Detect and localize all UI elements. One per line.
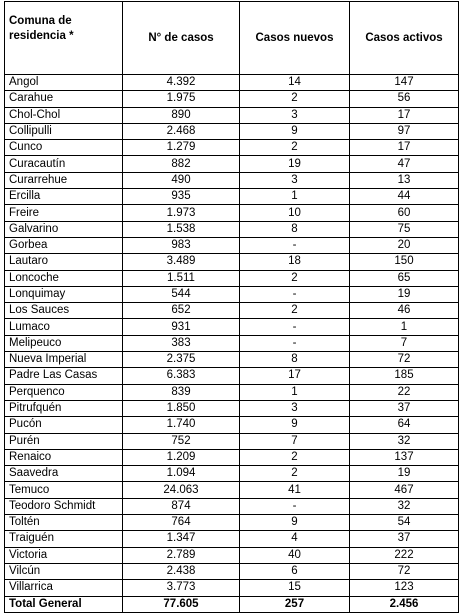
casos-nuevos-cell: 2: [240, 303, 350, 319]
table-row: [5, 384, 459, 400]
header-casos-nuevos: Casos nuevos: [240, 2, 350, 75]
casos-activos-cell: 97: [350, 123, 459, 139]
comuna-cell: Pitrufquén: [5, 400, 123, 416]
comuna-cell: Lumaco: [5, 319, 123, 335]
n-casos-cell: 931: [123, 319, 240, 335]
casos-activos-cell: 467: [350, 482, 459, 498]
n-casos-cell: 882: [123, 156, 240, 172]
n-casos-cell: 4.392: [123, 75, 240, 91]
table-body: [5, 75, 459, 597]
casos-nuevos-cell: 3: [240, 107, 350, 123]
comuna-cell: Galvarino: [5, 221, 123, 237]
comuna-cell: Padre Las Casas: [5, 368, 123, 384]
n-casos-cell: 874: [123, 498, 240, 514]
total-row: [5, 596, 459, 612]
casos-activos-cell: 64: [350, 417, 459, 433]
comuna-cell: Victoria: [5, 547, 123, 563]
comuna-cell: Purén: [5, 433, 123, 449]
n-casos-cell: 2.438: [123, 563, 240, 579]
casos-nuevos-cell: 2: [240, 466, 350, 482]
n-casos-cell: 890: [123, 107, 240, 123]
comuna-cell: Lautaro: [5, 254, 123, 270]
n-casos-cell: 2.789: [123, 547, 240, 563]
comuna-cell: Carahue: [5, 91, 123, 107]
n-casos-cell: 839: [123, 384, 240, 400]
table-row: [5, 107, 459, 123]
casos-nuevos-cell: 2: [240, 91, 350, 107]
casos-nuevos-cell: 2: [240, 270, 350, 286]
table-row: [5, 547, 459, 563]
table-row: [5, 254, 459, 270]
casos-activos-cell: 32: [350, 433, 459, 449]
table-row: [5, 91, 459, 107]
comuna-cell: Loncoche: [5, 270, 123, 286]
header-row: [5, 2, 459, 75]
n-casos-cell: 752: [123, 433, 240, 449]
comuna-cell: Perquenco: [5, 384, 123, 400]
table-row: [5, 189, 459, 205]
casos-activos-cell: 17: [350, 140, 459, 156]
n-casos-cell: 935: [123, 189, 240, 205]
n-casos-cell: 24.063: [123, 482, 240, 498]
comuna-cell: Vilcún: [5, 563, 123, 579]
table-row: [5, 286, 459, 302]
total-label: Total General: [5, 596, 123, 612]
n-casos-cell: 764: [123, 515, 240, 531]
casos-nuevos-cell: 15: [240, 580, 350, 596]
casos-nuevos-cell: 8: [240, 352, 350, 368]
casos-activos-cell: 19: [350, 466, 459, 482]
casos-nuevos-cell: -: [240, 237, 350, 253]
comuna-cell: Nueva Imperial: [5, 352, 123, 368]
casos-nuevos-cell: -: [240, 335, 350, 351]
table-row: [5, 466, 459, 482]
casos-activos-cell: 60: [350, 205, 459, 221]
cases-table-container: [4, 1, 458, 613]
comuna-cell: Lonquimay: [5, 286, 123, 302]
casos-activos-cell: 222: [350, 547, 459, 563]
comuna-cell: Chol-Chol: [5, 107, 123, 123]
casos-activos-cell: 37: [350, 400, 459, 416]
casos-activos-cell: 32: [350, 498, 459, 514]
n-casos-cell: 1.511: [123, 270, 240, 286]
n-casos-cell: 3.773: [123, 580, 240, 596]
table-row: [5, 140, 459, 156]
casos-activos-cell: 37: [350, 531, 459, 547]
casos-activos-cell: 65: [350, 270, 459, 286]
casos-activos-cell: 54: [350, 515, 459, 531]
n-casos-cell: 983: [123, 237, 240, 253]
casos-nuevos-cell: 9: [240, 515, 350, 531]
table-row: [5, 498, 459, 514]
table-row: [5, 449, 459, 465]
casos-nuevos-cell: 9: [240, 123, 350, 139]
comuna-cell: Los Sauces: [5, 303, 123, 319]
casos-nuevos-cell: -: [240, 319, 350, 335]
n-casos-cell: 1.094: [123, 466, 240, 482]
header-comuna: Comuna de residencia *: [5, 2, 123, 75]
casos-activos-cell: 150: [350, 254, 459, 270]
casos-activos-cell: 75: [350, 221, 459, 237]
casos-nuevos-cell: 4: [240, 531, 350, 547]
casos-activos-cell: 22: [350, 384, 459, 400]
casos-nuevos-cell: 19: [240, 156, 350, 172]
table-row: [5, 221, 459, 237]
casos-nuevos-cell: 3: [240, 400, 350, 416]
n-casos-cell: 1.850: [123, 400, 240, 416]
comuna-cell: Saavedra: [5, 466, 123, 482]
table-row: [5, 417, 459, 433]
n-casos-cell: 1.975: [123, 91, 240, 107]
comuna-cell: Villarrica: [5, 580, 123, 596]
table-row: [5, 563, 459, 579]
n-casos-cell: 1.209: [123, 449, 240, 465]
casos-nuevos-cell: 1: [240, 189, 350, 205]
casos-nuevos-cell: 14: [240, 75, 350, 91]
comuna-cell: Curarrehue: [5, 172, 123, 188]
table-row: [5, 482, 459, 498]
casos-nuevos-cell: 9: [240, 417, 350, 433]
header-casos-activos: Casos activos: [350, 2, 459, 75]
total-casos-activos: 2.456: [350, 596, 459, 612]
casos-activos-cell: 185: [350, 368, 459, 384]
table-row: [5, 400, 459, 416]
casos-nuevos-cell: 10: [240, 205, 350, 221]
comuna-cell: Temuco: [5, 482, 123, 498]
casos-activos-cell: 72: [350, 352, 459, 368]
comuna-cell: Ercilla: [5, 189, 123, 205]
n-casos-cell: 1.538: [123, 221, 240, 237]
casos-activos-cell: 19: [350, 286, 459, 302]
n-casos-cell: 383: [123, 335, 240, 351]
table-row: [5, 172, 459, 188]
comuna-cell: Melipeuco: [5, 335, 123, 351]
casos-nuevos-cell: 1: [240, 384, 350, 400]
table-row: [5, 319, 459, 335]
table-row: [5, 123, 459, 139]
n-casos-cell: 3.489: [123, 254, 240, 270]
casos-activos-cell: 47: [350, 156, 459, 172]
n-casos-cell: 490: [123, 172, 240, 188]
casos-activos-cell: 137: [350, 449, 459, 465]
n-casos-cell: 2.375: [123, 352, 240, 368]
casos-activos-cell: 13: [350, 172, 459, 188]
table-row: [5, 303, 459, 319]
casos-activos-cell: 44: [350, 189, 459, 205]
table-row: [5, 270, 459, 286]
casos-activos-cell: 7: [350, 335, 459, 351]
casos-nuevos-cell: 40: [240, 547, 350, 563]
casos-nuevos-cell: 6: [240, 563, 350, 579]
casos-activos-cell: 123: [350, 580, 459, 596]
casos-activos-cell: 17: [350, 107, 459, 123]
comuna-cell: Freire: [5, 205, 123, 221]
casos-activos-cell: 147: [350, 75, 459, 91]
total-n-casos: 77.605: [123, 596, 240, 612]
table-row: [5, 75, 459, 91]
comuna-cell: Gorbea: [5, 237, 123, 253]
n-casos-cell: 1.973: [123, 205, 240, 221]
total-casos-nuevos: 257: [240, 596, 350, 612]
casos-nuevos-cell: -: [240, 286, 350, 302]
casos-activos-cell: 1: [350, 319, 459, 335]
n-casos-cell: 1.347: [123, 531, 240, 547]
table-row: [5, 433, 459, 449]
n-casos-cell: 6.383: [123, 368, 240, 384]
casos-nuevos-cell: -: [240, 498, 350, 514]
comuna-cell: Renaico: [5, 449, 123, 465]
casos-activos-cell: 46: [350, 303, 459, 319]
table-row: [5, 352, 459, 368]
n-casos-cell: 652: [123, 303, 240, 319]
table-row: [5, 531, 459, 547]
casos-nuevos-cell: 2: [240, 449, 350, 465]
table-row: [5, 580, 459, 596]
casos-nuevos-cell: 3: [240, 172, 350, 188]
comuna-cell: Teodoro Schmidt: [5, 498, 123, 514]
table-row: [5, 156, 459, 172]
table-row: [5, 335, 459, 351]
casos-activos-cell: 20: [350, 237, 459, 253]
header-n-casos: N° de casos: [123, 2, 240, 75]
casos-nuevos-cell: 7: [240, 433, 350, 449]
comuna-cell: Toltén: [5, 515, 123, 531]
table-row: [5, 205, 459, 221]
comuna-cell: Pucón: [5, 417, 123, 433]
casos-nuevos-cell: 41: [240, 482, 350, 498]
n-casos-cell: 544: [123, 286, 240, 302]
casos-nuevos-cell: 17: [240, 368, 350, 384]
table-row: [5, 237, 459, 253]
comuna-cell: Collipulli: [5, 123, 123, 139]
comuna-cell: Curacautín: [5, 156, 123, 172]
casos-activos-cell: 72: [350, 563, 459, 579]
n-casos-cell: 1.279: [123, 140, 240, 156]
casos-nuevos-cell: 2: [240, 140, 350, 156]
comuna-cell: Cunco: [5, 140, 123, 156]
table-row: [5, 368, 459, 384]
comuna-cell: Traiguén: [5, 531, 123, 547]
table-row: [5, 515, 459, 531]
casos-nuevos-cell: 8: [240, 221, 350, 237]
casos-activos-cell: 56: [350, 91, 459, 107]
n-casos-cell: 2.468: [123, 123, 240, 139]
cases-table: [4, 1, 459, 613]
comuna-cell: Angol: [5, 75, 123, 91]
casos-nuevos-cell: 18: [240, 254, 350, 270]
n-casos-cell: 1.740: [123, 417, 240, 433]
